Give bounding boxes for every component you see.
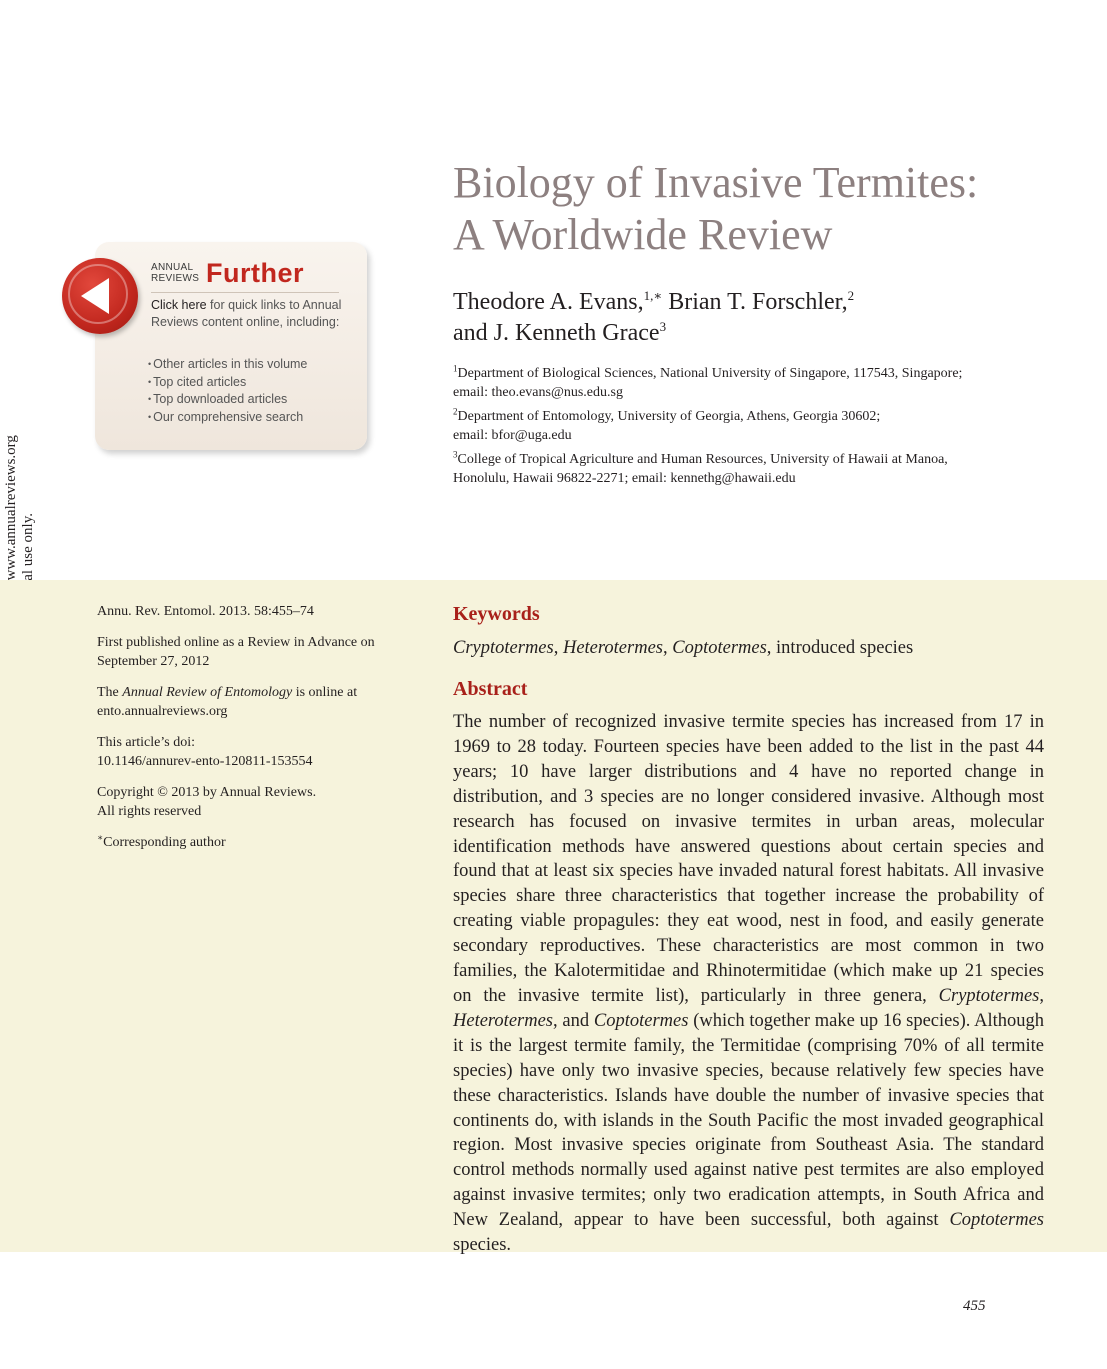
brand-annual: ANNUAL bbox=[151, 262, 194, 273]
affiliation-3-num: 3 bbox=[453, 449, 458, 460]
abstract-body bbox=[453, 710, 1044, 1258]
author-forschler: Brian T. Forschler, bbox=[662, 289, 848, 315]
genus-cryptotermes: Cryptotermes bbox=[938, 985, 1040, 1006]
abstract-part3: species. bbox=[453, 1235, 512, 1256]
affiliation-1-num: 1 bbox=[453, 363, 458, 374]
corresponding-author bbox=[97, 833, 417, 852]
first-published: First published online as a Review in Advance on September 27, 2012 bbox=[97, 635, 375, 669]
author-evans: Theodore A. Evans, bbox=[453, 289, 644, 315]
author-grace: and J. Kenneth Grace bbox=[453, 320, 660, 346]
affiliation-2-num: 2 bbox=[453, 406, 458, 417]
copyright-block bbox=[97, 783, 417, 821]
abstract-part2: (which together make up 16 species). Although it is the largest termite family, the Termitidae (comprising 70% of all termite species) have only two invasive species, because relatively few species have these characteristics. Islands have double the number of invasive species that continents do, with islands in the South Pacific the most invaded geographical region. Most invasive species originate from Southeast Asia. The standard control methods normally used against native pest termites are also employed against invasive termites; only two eradication attempts, in South Africa and New Zealand, appear to have been successful, both against bbox=[453, 1010, 1045, 1231]
link-other-articles[interactable]: • Other articles in this volume bbox=[148, 356, 307, 374]
title-line1: Biology of Invasive Termites: bbox=[453, 158, 979, 207]
doi-value[interactable]: 10.1146/annurev-ento-120811-153554 bbox=[97, 754, 313, 769]
abstract-sep2: , and bbox=[553, 1010, 594, 1031]
affiliation-2-email: email: bfor@uga.edu bbox=[453, 427, 572, 443]
affiliation-3-email: Honolulu, Hawaii 96822-2271; email: kennethg@hawaii.edu bbox=[453, 470, 796, 486]
keyword-1: Cryptotermes bbox=[453, 638, 554, 658]
journal-prefix: The bbox=[97, 685, 123, 700]
further-intro-rest: for quick links to Annual Reviews content online, including: bbox=[151, 298, 342, 329]
keyword-sep-3: , bbox=[766, 638, 777, 658]
affiliation-2 bbox=[453, 408, 1043, 445]
further-links bbox=[148, 356, 307, 426]
link-top-cited[interactable]: • Top cited articles bbox=[148, 374, 307, 392]
article-title bbox=[453, 157, 978, 261]
author-forschler-sup: 2 bbox=[847, 288, 855, 303]
link-search[interactable]: • Our comprehensive search bbox=[148, 409, 307, 427]
journal-info bbox=[97, 683, 417, 721]
brand-reviews: REVIEWS bbox=[151, 273, 200, 284]
keyword-sep-1: , bbox=[553, 638, 563, 658]
keyword-2: Heterotermes bbox=[562, 638, 663, 658]
affiliation-1-text: Department of Biological Sciences, National University of Singapore, 117543, Singapore; bbox=[457, 366, 963, 381]
genus-coptotermes-2: Coptotermes bbox=[949, 1210, 1044, 1231]
click-here-link[interactable]: Click here bbox=[151, 298, 207, 312]
abstract-part1: The number of recognized invasive termite species has increased from 17 in 1969 to 28 today. Fourteen species have been added to the list in the past 44 years; 10 have larger distributions and 4 have no reported change in distribution, and 3 species are no longer considered invasive. Although most research has focused on invasive termites in urban areas, molecular identification methods have answered questions about certain species and found that at least six species have invaded natural forest habitats. All invasive species share three characteristics that together increase the probability of creating viable propagules: they eat wood, nest in food, and easily generate secondary reproductives. These characteristics are most common in two families, the Kalotermitidae and Rhinotermitidae (which make up 21 species on the invasive termite list), particularly in three genera, bbox=[453, 712, 1044, 1006]
copyright: Copyright © 2013 by Annual Reviews. bbox=[97, 785, 317, 800]
affiliation-1 bbox=[453, 365, 1043, 402]
genus-coptotermes: Coptotermes bbox=[593, 1010, 689, 1031]
title-line2: A Worldwide Review bbox=[453, 210, 833, 259]
author-grace-sup: 3 bbox=[659, 319, 667, 334]
annual-reviews-logo bbox=[151, 258, 304, 288]
author-evans-sup: 1,∗ bbox=[643, 288, 663, 303]
brand-further: Further bbox=[206, 258, 304, 288]
affiliation-3 bbox=[453, 451, 1043, 488]
citation: Annu. Rev. Entomol. 2013. 58:455–74 bbox=[97, 604, 314, 619]
doi-block bbox=[97, 733, 417, 771]
keyword-3: Coptotermes bbox=[672, 638, 767, 658]
keywords-list bbox=[453, 636, 913, 660]
further-divider bbox=[151, 292, 339, 293]
rights: All rights reserved bbox=[97, 804, 202, 819]
authors bbox=[453, 287, 854, 349]
back-arrow-icon[interactable] bbox=[62, 258, 138, 334]
affiliation-2-text: Department of Entomology, University of Georgia, Athens, Georgia 30602; bbox=[457, 409, 881, 424]
genus-heterotermes: Heterotermes bbox=[453, 1010, 554, 1031]
article-meta bbox=[97, 602, 417, 864]
abstract-sep1: , bbox=[1039, 985, 1044, 1006]
journal-name: Annual Review of Entomology bbox=[122, 685, 293, 700]
keywords-heading: Keywords bbox=[453, 603, 540, 625]
affiliation-3-text: College of Tropical Agriculture and Human Resources, University of Hawaii at Manoa, bbox=[457, 452, 948, 467]
keyword-sep-2: , bbox=[662, 638, 673, 658]
link-top-downloaded[interactable]: • Top downloaded articles bbox=[148, 391, 307, 409]
page-number: 455 bbox=[963, 1298, 986, 1314]
corresponding-text: Corresponding author bbox=[103, 835, 226, 850]
further-intro bbox=[151, 297, 356, 331]
keyword-4: introduced species bbox=[776, 638, 914, 658]
arrow-triangle bbox=[81, 278, 109, 314]
affiliation-1-email: email: theo.evans@nus.edu.sg bbox=[453, 384, 623, 400]
corresponding-mark: ∗ bbox=[97, 832, 104, 843]
journal-suffix: is online at ento.annualreviews.org bbox=[97, 685, 358, 719]
affiliations bbox=[453, 365, 1043, 494]
doi-label: This article’s doi: bbox=[97, 735, 195, 750]
abstract-heading: Abstract bbox=[453, 678, 528, 700]
